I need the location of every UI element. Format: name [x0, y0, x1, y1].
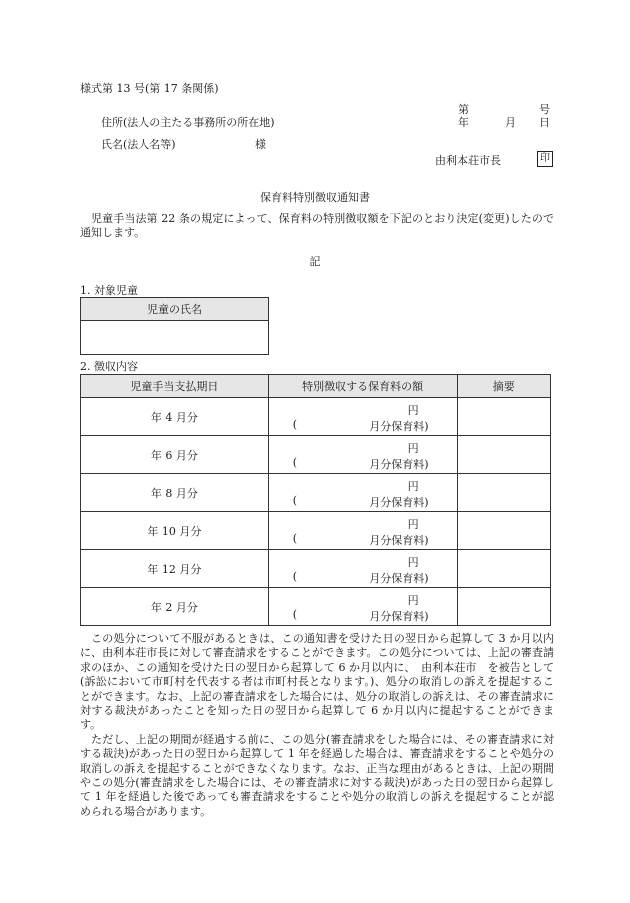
notice-section [80, 632, 554, 819]
section-1-heading: 1. 対象児童 [80, 284, 138, 297]
unit-label: 月分保育料) [369, 420, 429, 433]
collection-table [80, 374, 551, 626]
address-label: 住所(法人の主たる事務所の所在地) [101, 116, 275, 129]
unit-label: 月分保育料) [369, 496, 429, 509]
period-cell: 年 6 月分 [81, 436, 269, 474]
amount-cell [268, 474, 457, 512]
name-label: 氏名(法人名等) [101, 138, 176, 151]
remarks-cell [457, 550, 550, 588]
section-2-heading: 2. 徴収内容 [80, 360, 138, 373]
amount-cell [268, 550, 457, 588]
intro-paragraph: 児童手当法第 22 条の規定によって、保育料の特別徴収額を下記のとおり決定(変更)したので通知します。 [80, 212, 554, 240]
ref-dai: 第 [458, 103, 469, 116]
period-cell: 年 4 月分 [81, 398, 269, 436]
period-cell: 年 10 月分 [81, 512, 269, 550]
yen-label: 円 [407, 404, 419, 417]
unit-label: 月分保育料) [369, 610, 429, 623]
unit-label: 月分保育料) [369, 534, 429, 547]
paren-label: ( [292, 456, 298, 469]
yen-label: 円 [407, 556, 419, 569]
remarks-cell [457, 474, 550, 512]
remarks-cell [457, 512, 550, 550]
notice-paragraph-2: ただし、上記の期間が経過する前に、この処分(審査請求をした場合には、その審査請求に対する裁決)があった日の翌日から起算して 1 年を経過した場合は、審査請求をすることや処分の取消しの訴えを提起することができなくなります。なお、正当な理由があるときは、上記の期間やこの処分(審査請求をした場合には、その審査請求に対する裁決)があった日の翌日から起算して 1 年を経過した後であっても審査請求をすることや処分の取消しの訴えを提起することが認められる場合があります。 [80, 732, 554, 818]
paren-label: ( [292, 570, 298, 583]
table-row [81, 398, 551, 436]
yen-label: 円 [407, 442, 419, 455]
header-payment-date: 児童手当支払期日 [81, 375, 269, 398]
date-year: 年 [458, 116, 469, 129]
document-title: 保育料特別徴収通知書 [260, 191, 370, 204]
yen-label: 円 [407, 480, 419, 493]
header-remarks: 摘要 [457, 375, 550, 398]
remarks-cell [457, 436, 550, 474]
yen-label: 円 [407, 518, 419, 531]
period-cell: 年 8 月分 [81, 474, 269, 512]
notice-paragraph-1: この処分について不服があるときは、この通知書を受けた日の翌日から起算して 3 か月以内に、由利本荘市長に対して審査請求をすることができます。この処分については、上記の審査請求のほか、この通知を受けた日の翌日から起算して 6 か月以内に、 由利本荘市 を被告として(訴訟において市町村を代表する者は市町村長となります。)、処分の取消しの訴えを提起することができます。なお、上記の審査請求をした場合には、処分の取消しの訴えは、その審査請求に対する裁決があったことを知った日の翌日から起算して 6 か月以内に提起することができます。 [80, 632, 554, 732]
paren-label: ( [292, 418, 298, 431]
ref-go: 号 [539, 103, 550, 116]
sama-label: 様 [255, 138, 266, 151]
table-row [81, 550, 551, 588]
paren-label: ( [292, 608, 298, 621]
header-amount: 特別徴収する保育料の額 [268, 375, 457, 398]
amount-cell [268, 512, 457, 550]
seal-stamp: 印 [537, 151, 553, 167]
amount-cell [268, 588, 457, 626]
paren-label: ( [292, 494, 298, 507]
paren-label: ( [292, 532, 298, 545]
remarks-cell [457, 588, 550, 626]
yen-label: 円 [407, 594, 419, 607]
ki-label: 記 [309, 255, 321, 268]
table-row [81, 588, 551, 626]
child-name-header: 児童の氏名 [81, 298, 269, 321]
amount-cell [268, 398, 457, 436]
issuer: 由利本荘市長 [435, 154, 501, 167]
child-name-cell [81, 321, 269, 355]
table-row [81, 436, 551, 474]
period-cell: 年 2 月分 [81, 588, 269, 626]
unit-label: 月分保育料) [369, 572, 429, 585]
date-day: 日 [539, 116, 550, 129]
unit-label: 月分保育料) [369, 458, 429, 471]
form-number: 様式第 13 号(第 17 条関係) [80, 82, 219, 95]
table-row [81, 474, 551, 512]
period-cell: 年 12 月分 [81, 550, 269, 588]
child-table [80, 297, 269, 355]
table-row [81, 512, 551, 550]
date-month: 月 [505, 116, 516, 129]
amount-cell [268, 436, 457, 474]
remarks-cell [457, 398, 550, 436]
